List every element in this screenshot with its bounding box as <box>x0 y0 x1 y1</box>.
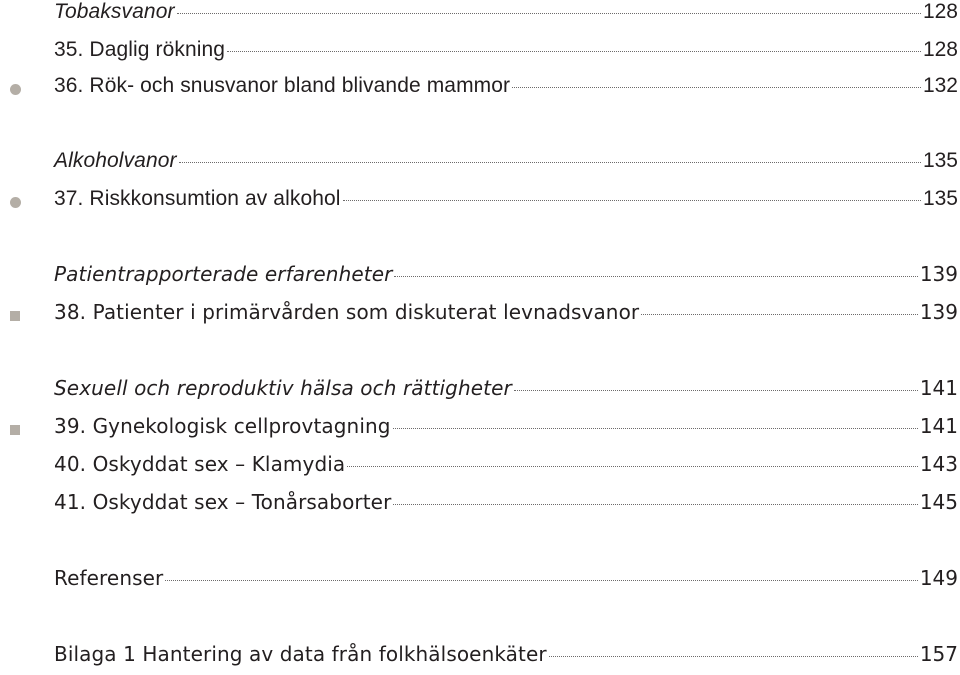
dot-leader <box>165 580 917 581</box>
dot-leader <box>177 13 921 14</box>
toc-entry-39[interactable] <box>54 414 958 444</box>
toc-entry-35[interactable] <box>54 38 958 68</box>
toc-entry-title: 35. Daglig rökning <box>54 38 226 61</box>
dot-leader <box>227 51 921 52</box>
dot-leader <box>641 314 918 315</box>
toc-entry-title: 39. Gynekologisk cellprovtagning <box>54 414 391 438</box>
toc-entry-bilaga-1[interactable] <box>54 642 958 672</box>
toc-page-number: 135 <box>922 187 958 210</box>
toc-entry-title: Referenser <box>54 566 164 590</box>
toc-section-patientrapporterade[interactable] <box>54 262 958 292</box>
toc-entry-41[interactable] <box>54 490 958 520</box>
toc-page-number: 132 <box>922 74 958 97</box>
toc-page-number: 143 <box>919 452 958 476</box>
toc-entry-title: 36. Rök- och snusvanor bland blivande mammor <box>54 74 511 97</box>
toc-page-number: 149 <box>919 566 958 590</box>
dot-leader <box>393 428 918 429</box>
toc-page-number: 128 <box>922 38 958 61</box>
circle-bullet-icon <box>10 84 21 95</box>
toc-page-number: 139 <box>919 262 958 286</box>
dot-leader <box>514 390 918 391</box>
toc-entry-title: Alkoholvanor <box>54 149 177 172</box>
toc-entry-37[interactable] <box>54 187 958 217</box>
toc-entry-referenser[interactable] <box>54 566 958 596</box>
toc-entry-title: 41. Oskyddat sex – Tonårsaborter <box>54 490 392 514</box>
dot-leader <box>347 466 918 467</box>
toc-section-sexuell-halsa[interactable] <box>54 376 958 406</box>
toc-entry-36[interactable] <box>54 74 958 104</box>
dot-leader <box>549 656 918 657</box>
square-bullet-icon <box>10 311 20 321</box>
circle-bullet-icon <box>10 197 21 208</box>
square-bullet-icon <box>10 425 20 435</box>
toc-page-number: 135 <box>922 149 958 172</box>
toc-entry-38[interactable] <box>54 300 958 330</box>
toc-entry-title: Tobaksvanor <box>54 0 175 23</box>
toc-entry-40[interactable] <box>54 452 958 482</box>
toc-page-number: 145 <box>919 490 958 514</box>
toc-entry-title: Bilaga 1 Hantering av data från folkhälsoenkäter <box>54 642 547 666</box>
toc-page-number: 139 <box>919 300 958 324</box>
toc-page-number: 157 <box>919 642 958 666</box>
toc-page-number: 141 <box>919 414 958 438</box>
toc-section-alkoholvanor[interactable] <box>54 149 958 179</box>
toc-entry-title: 40. Oskyddat sex – Klamydia <box>54 452 346 476</box>
toc-entry-title: Sexuell och reproduktiv hälsa och rättigheter <box>54 376 512 400</box>
toc-entry-title: Patientrapporterade erfarenheter <box>54 262 393 286</box>
dot-leader <box>394 276 917 277</box>
toc-page-number: 128 <box>922 0 958 23</box>
dot-leader <box>343 200 921 201</box>
toc-page-number: 141 <box>919 376 958 400</box>
dot-leader <box>393 504 917 505</box>
dot-leader <box>179 162 921 163</box>
dot-leader <box>512 87 921 88</box>
toc-entry-title: 38. Patienter i primärvården som diskuterat levnadsvanor <box>54 300 640 324</box>
toc-section-tobaksvanor[interactable] <box>54 0 958 30</box>
toc-entry-title: 37. Riskkonsumtion av alkohol <box>54 187 341 210</box>
